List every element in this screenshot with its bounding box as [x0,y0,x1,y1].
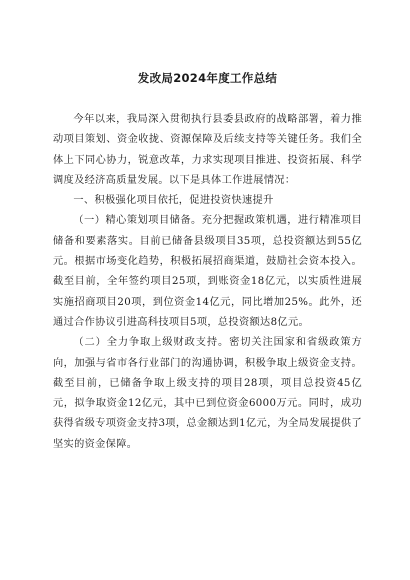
document-title: 发改局2024年度工作总结 [137,71,278,85]
subsection-2-paragraph: （二）全力争取上级财政支持。密切关注国家和省级政策方向，加强与省市各行业部门的沟通协调，积极争取上级资金支持。截至目前，已储备争取上级支持的项目28项，项目总投资45亿元，拟争取资金12亿元，其中已到位资金6000万元。同时，成功获得省级专项资金支持3项，总金额达到1亿元，为全局发展提供了坚实的资金保障。 [53,337,362,450]
subsection-1-paragraph: （一）精心策划项目储备。充分把握政策机遇，进行精准项目储备和要素落实。目前已储备县级项目35项，总投资额达到55亿元。根据市场变化趋势，积极拓展招商渠道，鼓励社会资本投入。截至目前，全年签约项目25项，到账资金18亿元，以实质性进展实施招商项目20项，到位资金14亿元，同比增加25%。此外，还通过合作协议引进高科技项目5项，总投资额达8亿元。 [53,215,362,328]
intro-paragraph: 今年以来，我局深入贯彻执行县委县政府的战略部署，着力推动项目策划、资金收拢、资源保障及后续支持等关键任务。我们全体上下同心协力，锐意改革，力求实现项目推进、投资拓展、科学调度及经济高质量发展。以下是具体工作进展情况： [53,114,362,186]
section-heading-1: 一、积极强化项目依托，促进投资快速提升 [73,195,274,207]
